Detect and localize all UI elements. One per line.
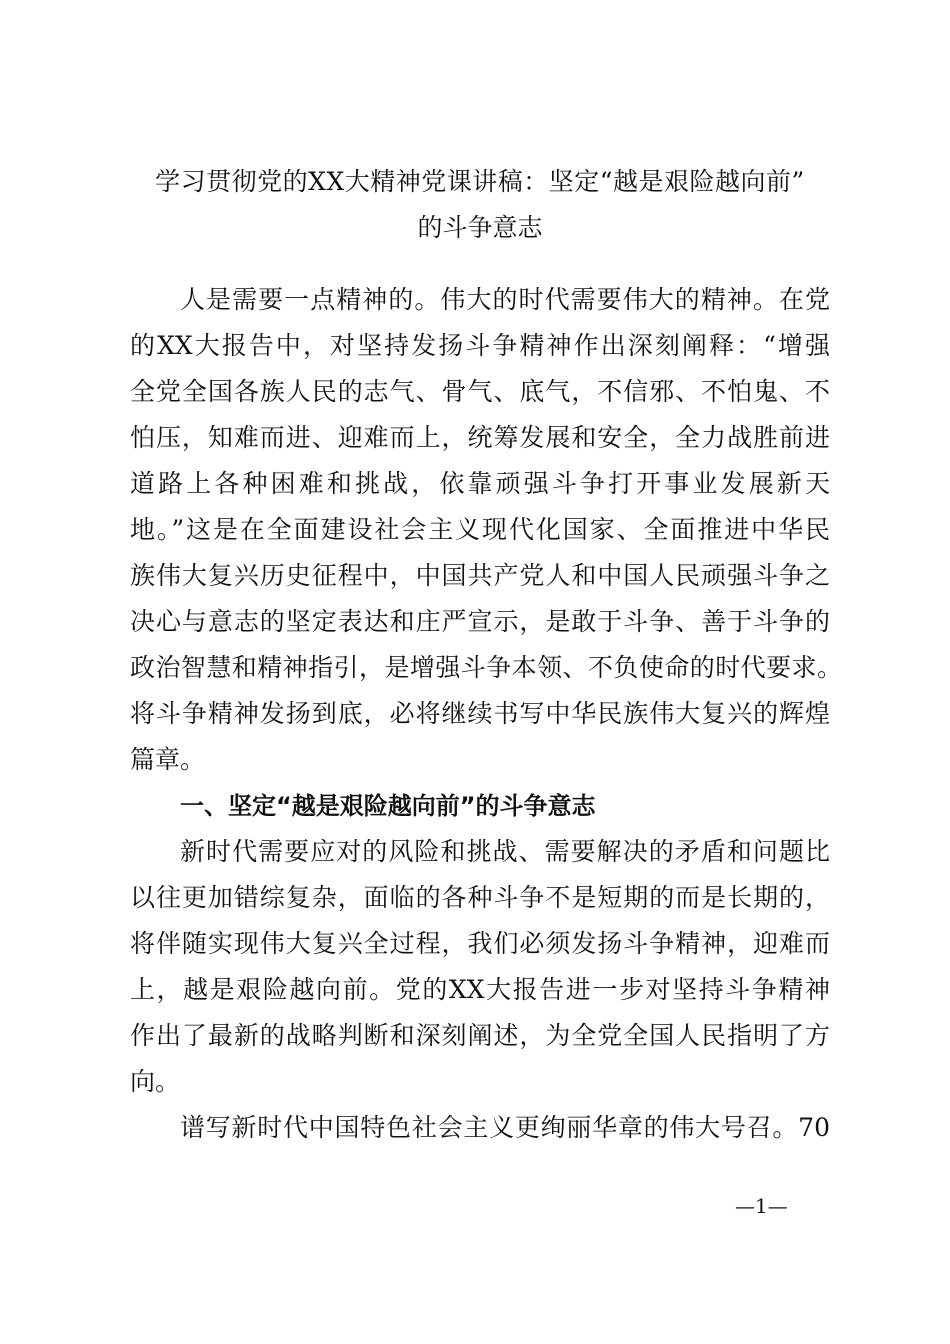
page-number: —1—	[735, 1194, 788, 1218]
paragraph-line: 怕压，知难而进、迎难而上，统筹发展和安全，全力战胜前进	[130, 423, 830, 452]
paragraph-line: 全党全国各族人民的志气、骨气、底气，不信邪、不怕鬼、不	[130, 377, 830, 406]
paragraph-line: 向。	[130, 1067, 181, 1096]
paragraph-line: 谱写新时代中国特色社会主义更绚丽华章的伟大号召。70	[180, 1113, 830, 1142]
paragraph-line: 将斗争精神发扬到底，必将继续书写中华民族伟大复兴的辉煌	[130, 699, 830, 728]
paragraph-line: 人是需要一点精神的。伟大的时代需要伟大的精神。在党	[180, 285, 830, 314]
paragraph-line: 政治智慧和精神指引，是增强斗争本领、不负使命的时代要求。	[130, 653, 842, 682]
paragraph-line: 以往更加错综复杂，面临的各种斗争不是短期的而是长期的，	[130, 883, 830, 912]
section-heading: 一、坚定“越是艰险越向前”的斗争意志	[180, 792, 596, 820]
paragraph-line: 地。”这是在全面建设社会主义现代化国家、全面推进中华民	[130, 515, 830, 544]
paragraph-line: 上，越是艰险越向前。党的XX大报告进一步对坚持斗争精神	[130, 975, 830, 1004]
document-title-line-2: 的斗争意志	[417, 213, 543, 242]
paragraph-line: 决心与意志的坚定表达和庄严宣示，是敢于斗争、善于斗争的	[130, 607, 830, 636]
paragraph-line: 篇章。	[130, 745, 206, 774]
paragraph-line: 将伴随实现伟大复兴全过程，我们必须发扬斗争精神，迎难而	[130, 929, 830, 958]
paragraph-line: 道路上各种困难和挑战，依靠顽强斗争打开事业发展新天	[130, 469, 830, 498]
paragraph-line: 的XX大报告中，对坚持发扬斗争精神作出深刻阐释：“增强	[130, 331, 830, 360]
paragraph-line: 族伟大复兴历史征程中，中国共产党人和中国人民顽强斗争之	[130, 561, 830, 590]
document-title-line-1: 学习贯彻党的XX大精神党课讲稿：坚定“越是艰险越向前”	[155, 167, 805, 196]
paragraph-line: 新时代需要应对的风险和挑战、需要解决的矛盾和问题比	[180, 837, 830, 866]
paragraph-line: 作出了最新的战略判断和深刻阐述，为全党全国人民指明了方	[130, 1021, 830, 1050]
